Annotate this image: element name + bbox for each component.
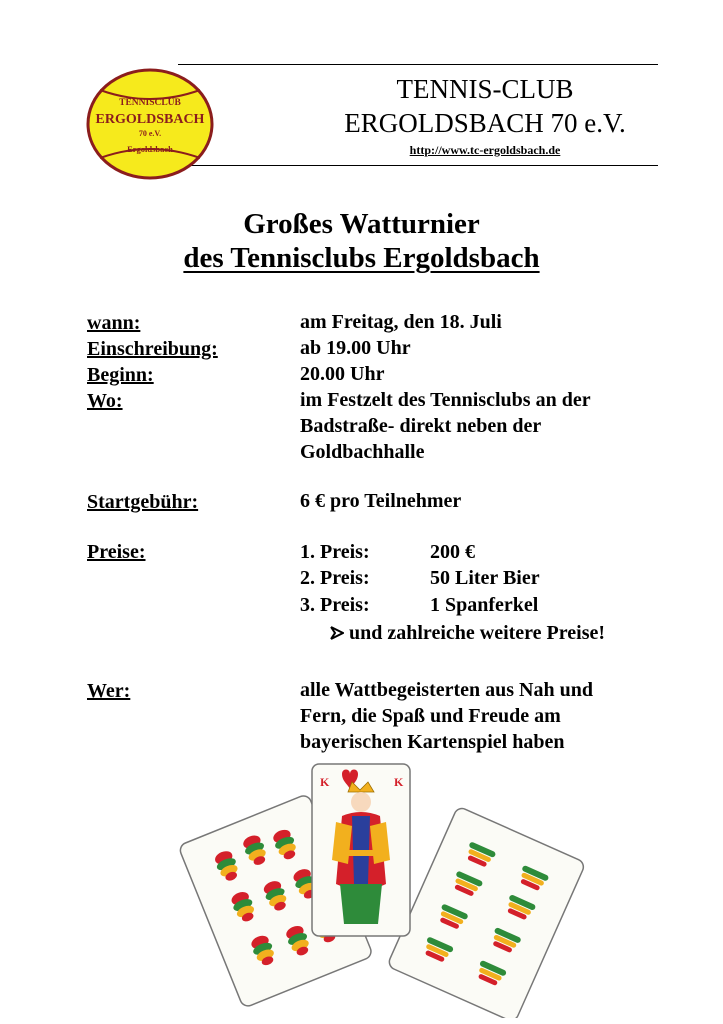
club-title-line-1: TENNIS-CLUB [396, 74, 574, 104]
more-prizes-text: und zahlreiche weitere Preise! [349, 622, 606, 644]
prize-3-name: 3. Preis: [300, 594, 370, 616]
startgebuehr-value: 6 € pro Teilnehmer [300, 490, 462, 512]
prize-1-value: 200 € [430, 541, 475, 563]
wann-label: wann: [87, 312, 141, 334]
prize-1-name: 1. Preis: [300, 541, 370, 563]
event-subtitle [0, 241, 723, 275]
beginn-label: Beginn: [87, 364, 154, 386]
logo-line-1: TENNISCLUB [119, 98, 181, 108]
event-subtitle-text: des Tennisclubs Ergoldsbach [183, 242, 540, 274]
prize-2-name: 2. Preis: [300, 567, 370, 589]
club-logo [86, 68, 214, 180]
right-card [387, 806, 586, 1018]
prize-2-value: 50 Liter Bier [430, 567, 540, 589]
wer-value-line-1: alle Wattbegeisterten aus Nah und [300, 679, 593, 701]
header-top-rule [178, 64, 658, 65]
arrowhead-bullet-icon [330, 625, 344, 641]
wer-value-line-3: bayerischen Kartenspiel haben [300, 731, 565, 753]
logo-line-3: 70 e.V. [138, 129, 162, 138]
header-bottom-rule [182, 165, 658, 166]
club-website-link[interactable]: http://www.tc-ergoldsbach.de [409, 143, 561, 157]
preise-label: Preise: [87, 541, 146, 563]
club-title-line-2: ERGOLDSBACH 70 e.V. [344, 108, 626, 138]
playing-cards-illustration [170, 758, 650, 1018]
king-card [312, 764, 410, 936]
startgebuehr-label: Startgebühr: [87, 491, 199, 513]
event-title: Großes Watturnier [243, 208, 480, 240]
logo-line-4: Ergoldsbach [127, 144, 173, 154]
svg-text:K: K [320, 775, 330, 789]
wo-label: Wo: [87, 390, 123, 412]
logo-line-2: ERGOLDSBACH [95, 112, 205, 127]
wo-value-line-2: Badstraße- direkt neben der [300, 415, 542, 437]
more-prizes-item [330, 620, 605, 646]
wo-value-line-3: Goldbachhalle [300, 441, 425, 463]
einschreibung-value: ab 19.00 Uhr [300, 337, 411, 359]
svg-text:K: K [394, 775, 404, 789]
wer-label: Wer: [87, 680, 131, 702]
wer-value-line-2: Fern, die Spaß und Freude am [300, 705, 561, 727]
prize-3-value: 1 Spanferkel [430, 594, 539, 616]
wann-value: am Freitag, den 18. Juli [300, 311, 502, 333]
beginn-value: 20.00 Uhr [300, 363, 385, 385]
wo-value-line-1: im Festzelt des Tennisclubs an der [300, 389, 591, 411]
einschreibung-label: Einschreibung: [87, 338, 218, 360]
